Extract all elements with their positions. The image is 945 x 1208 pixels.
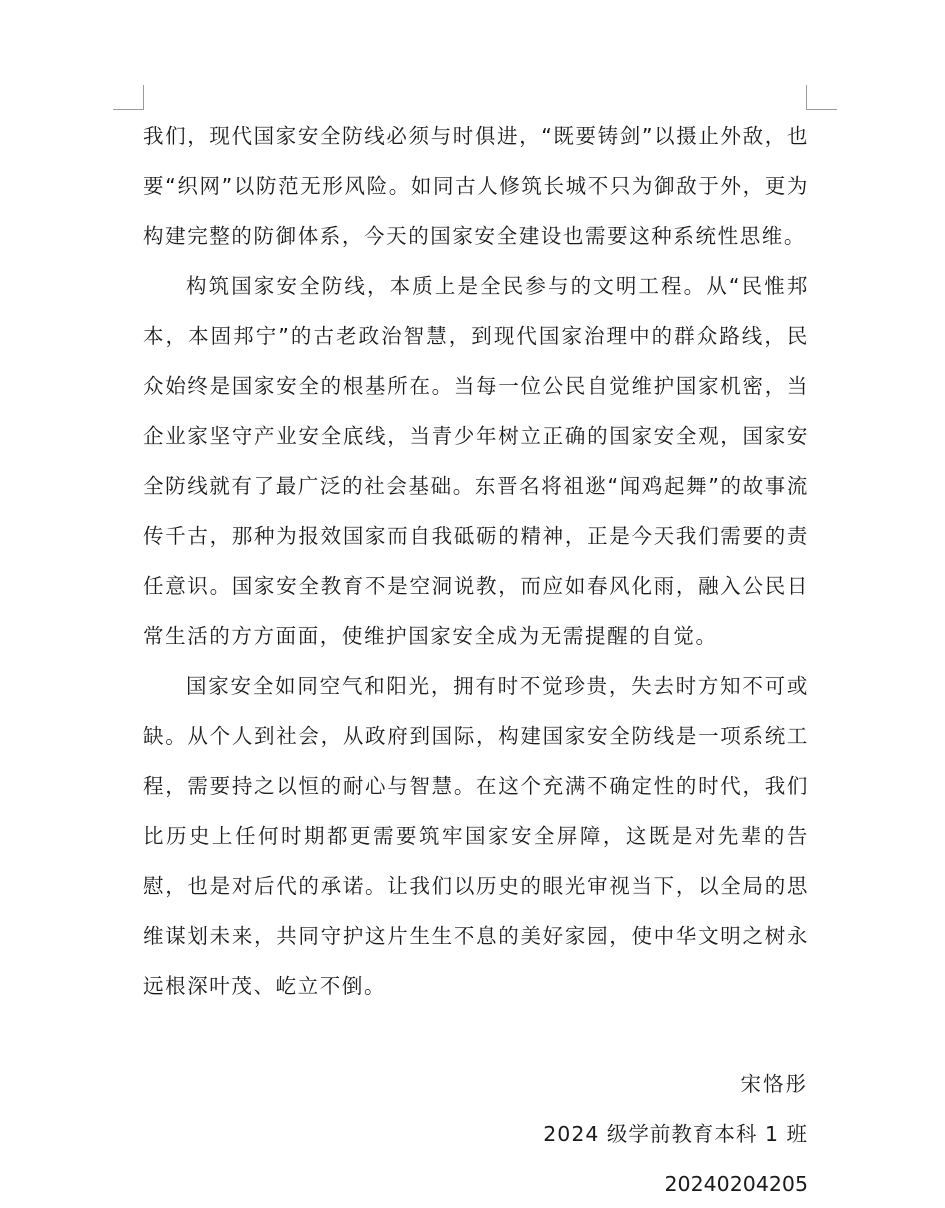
paragraph: 构筑国家安全防线，本质上是全民参与的文明工程。从“民惟邦本，本固邦宁”的古老政治智慧，到现代国家治理中的群众路线，民众始终是国家安全的根基所在。当每一位公民自觉维护国家机密，当企业家坚守产业安全底线，当青少年树立正确的国家安全观，国家安全防线就有了最广泛的社会基础。东晋名将祖逖“闻鸡起舞”的故事流传千古，那种为报效国家而自我砥砺的精神，正是今天我们需要的责任意识。国家安全教育不是空洞说教，而应如春风化雨，融入公民日常生活的方方面面，使维护国家安全成为无需提醒的自觉。	[143, 274, 809, 648]
signature-class: 2024 级学前教育本科 1 班	[543, 1122, 808, 1146]
paragraph: 国家安全如同空气和阳光，拥有时不觉珍贵，失去时方知不可或缺。从个人到社会，从政府到国际，构建国家安全防线是一项系统工程，需要持之以恒的耐心与智慧。在这个充满不确定性的时代，我们比历史上任何时期都更需要筑牢国家安全屏障，这既是对先辈的告慰，也是对后代的承诺。让我们以历史的眼光审视当下，以全局的思维谋划未来，共同守护这片生生不息的美好家园，使中华文明之树永远根深叶茂、屹立不倒。	[143, 674, 809, 998]
signature-student-id: 20240204205	[664, 1172, 808, 1196]
crop-mark-top-left	[113, 85, 144, 110]
document-body	[143, 111, 809, 1011]
signature-name: 宋恪彤	[740, 1072, 808, 1096]
paragraph: 我们，现代国家安全防线必须与时俱进，“既要铸剑”以摄止外敌，也要“织网”以防范无形风险。如同古人修筑长城不只为御敌于外，更为构建完整的防御体系，今天的国家安全建设也需要这种系统性思维。	[143, 124, 809, 248]
crop-mark-top-right	[806, 85, 837, 110]
